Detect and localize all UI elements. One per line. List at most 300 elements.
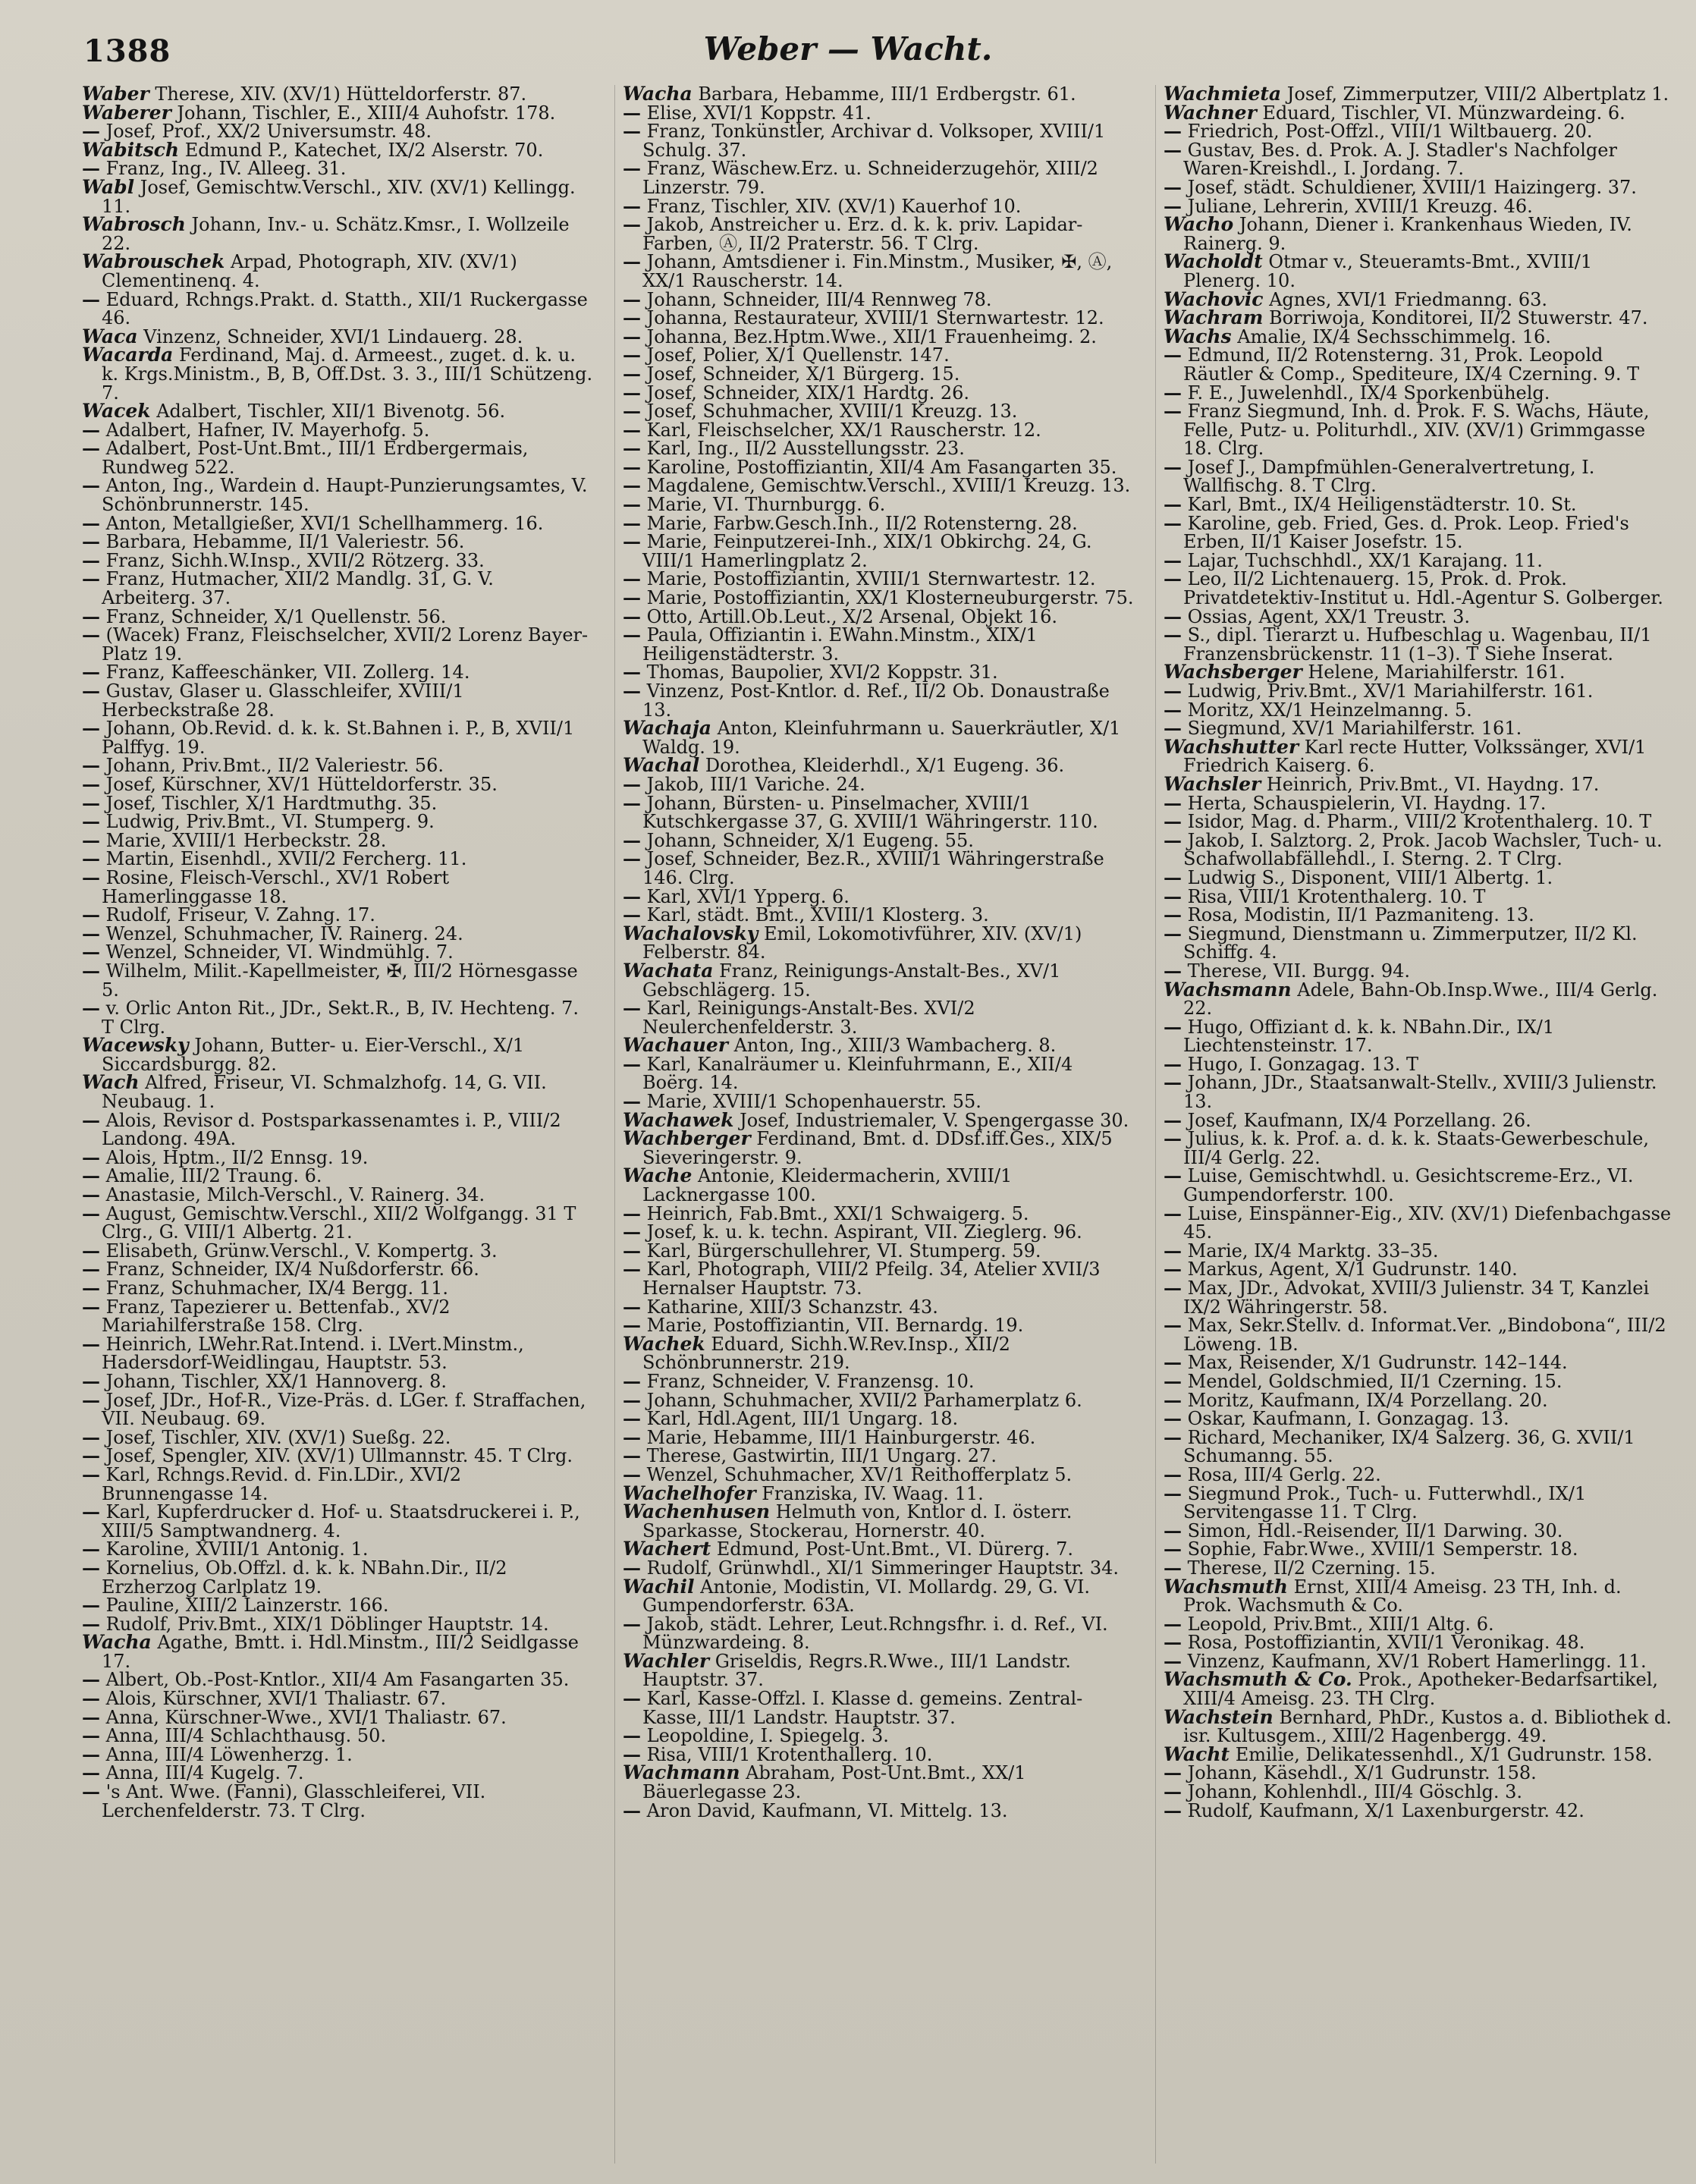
- repeat-dash: —: [1164, 698, 1182, 721]
- entry-surname: Wachram: [1164, 306, 1264, 329]
- entry-details: Heinrich, Fab.Bmt., XXI/1 Schwaigerg. 5.: [646, 1202, 1029, 1224]
- entry-details: Helene, Mariahilferstr. 161.: [1308, 661, 1566, 683]
- directory-column-1: [82, 85, 593, 2164]
- directory-entry: [623, 418, 1134, 441]
- directory-entry: [623, 439, 1134, 458]
- entry-details: Siegmund, XV/1 Mariahilferstr. 161.: [1187, 718, 1522, 740]
- directory-entry: [623, 1239, 1134, 1262]
- directory-entry: [82, 530, 593, 553]
- directory-entry: [1164, 567, 1675, 609]
- repeat-dash: —: [623, 493, 641, 516]
- directory-entry: [82, 1295, 593, 1337]
- page-header: [0, 29, 1696, 74]
- entry-details: Karl, Kupferdrucker d. Hof- u. Staatsdruckerei i. P., XIII/5 Samptwandnerg. 4.: [102, 1501, 580, 1541]
- directory-entry: [623, 1388, 1134, 1411]
- repeat-dash: —: [1164, 624, 1182, 646]
- directory-entry: [82, 1742, 593, 1765]
- entry-details: Jakob, städt. Lehrer, Leut.Rchngsfhr. i. d. Ref., VI. Münzwardeing. 8.: [642, 1613, 1108, 1654]
- entry-details: Gustav, Glaser u. Glasschleifer, XVIII/1 Herbeckstraße 28.: [102, 680, 464, 721]
- directory-entry: [623, 626, 1134, 663]
- entry-details: Marie, Postoffiziantin, XX/1 Klosterneuburgerstr. 75.: [646, 587, 1134, 609]
- directory-entry: [82, 812, 593, 831]
- repeat-dash: —: [82, 866, 100, 888]
- directory-entry: [82, 159, 593, 178]
- repeat-dash: —: [623, 1407, 641, 1430]
- entry-surname: Wabrosch: [82, 213, 186, 236]
- entry-details: Karl recte Hutter, Volkssänger, XVI/1 Friedrich Kaiserg. 6.: [1183, 736, 1647, 777]
- directory-entry: [623, 1649, 1134, 1691]
- entry-details: Anton, Metallgießer, XVI/1 Schellhammerg. 16.: [105, 512, 544, 534]
- entry-details: Rosa, Modistin, II/1 Pazmaniteng. 13.: [1187, 904, 1534, 926]
- entry-details: Elisabeth, Grünw.Verschl., V. Kompertg. 3.: [105, 1240, 498, 1262]
- directory-entry: [82, 1108, 593, 1150]
- entry-details: Franz, Hutmacher, XII/2 Mandlg. 31, G. V. Arbeiterg. 37.: [102, 568, 494, 609]
- directory-entry: [82, 1633, 593, 1670]
- entry-details: Josef, Spengler, XIV. (XV/1) Ullmannstr. 45. T Clrg.: [105, 1445, 573, 1467]
- entry-details: Karoline, XVIII/1 Antonig. 1.: [105, 1538, 369, 1560]
- entry-details: Jakob, III/1 Variche. 24.: [646, 773, 865, 795]
- repeat-dash: —: [623, 997, 641, 1020]
- entry-details: Wilhelm, Milit.-Kapellmeister, ✠, III/2 Hörnesgasse 5.: [102, 960, 578, 1001]
- entry-details: Karoline, geb. Fried, Ges. d. Prok. Leop. Fried's Erben, II/1 Kaiser Josefstr. 15.: [1183, 512, 1629, 553]
- entry-details: Oskar, Kaufmann, I. Gonzagag. 13.: [1187, 1408, 1509, 1430]
- repeat-dash: —: [1164, 194, 1182, 217]
- entry-details: Anastasie, Milch-Verschl., V. Rainerg. 34.: [105, 1184, 485, 1206]
- directory-entry: [623, 605, 1134, 627]
- directory-entry: [1164, 455, 1675, 497]
- repeat-dash: —: [82, 1369, 100, 1392]
- entry-details: Leopold, Priv.Bmt., XIII/1 Altg. 6.: [1187, 1613, 1494, 1635]
- directory-entry: [1164, 138, 1675, 180]
- repeat-dash: —: [1164, 1071, 1182, 1094]
- directory-entry: [1164, 1108, 1675, 1131]
- repeat-dash: —: [1164, 400, 1182, 423]
- directory-entry: [623, 325, 1134, 347]
- entry-details: Josef, städt. Schuldiener, XVIII/1 Haizingerg. 37.: [1187, 176, 1637, 198]
- directory-entry: [1164, 922, 1675, 963]
- directory-entry: [82, 346, 593, 402]
- entry-surname: Wachmann: [623, 1761, 740, 1784]
- entry-surname: Wache: [623, 1164, 693, 1187]
- directory-entry: [82, 1260, 593, 1279]
- entry-details: Franz, Sichh.W.Insp., XVII/2 Rötzerg. 33.: [105, 549, 485, 571]
- entry-details: Adalbert, Hafner, IV. Mayerhofg. 5.: [105, 419, 430, 441]
- repeat-dash: —: [1164, 810, 1182, 833]
- entry-details: Isidor, Mag. d. Pharm., VIII/2 Krotenthalerg. 10. T: [1187, 811, 1652, 833]
- repeat-dash: —: [623, 885, 641, 907]
- entry-details: Johann, Butter- u. Eier-Verschl., X/1 Siccardsburgg. 82.: [102, 1035, 525, 1075]
- repeat-dash: —: [82, 772, 100, 795]
- directory-entry: [623, 402, 1134, 421]
- entry-surname: Wacht: [1164, 1742, 1230, 1765]
- entry-details: Aron David, Kaufmann, VI. Mittelg. 13.: [646, 1799, 1008, 1821]
- directory-entry: [623, 346, 1134, 365]
- directory-entry: [1164, 175, 1675, 198]
- directory-entry: [623, 159, 1134, 196]
- repeat-dash: —: [623, 194, 641, 217]
- entry-details: Prok., Apotheker-Bedarfsartikel, XIII/4 Ameisg. 23. TH Clrg.: [1183, 1669, 1659, 1710]
- entry-details: Josef, Schneider, Bez.R., XVIII/1 Währingerstraße 146. Clrg.: [642, 848, 1104, 888]
- entry-details: Kornelius, Ob.Offzl. d. k. k. NBahn.Dir., II/2 Erzherzog Carlplatz 19.: [102, 1557, 507, 1598]
- repeat-dash: —: [1164, 922, 1182, 944]
- directory-entry: [623, 306, 1134, 329]
- repeat-dash: —: [623, 1463, 641, 1485]
- repeat-dash: —: [623, 1799, 641, 1821]
- repeat-dash: —: [82, 548, 100, 571]
- directory-entry: [1164, 791, 1675, 814]
- repeat-dash: —: [1164, 1369, 1182, 1392]
- entry-details: Antonie, Modistin, VI. Mollardg. 29, G. VI. Gumpendorferstr. 63A.: [642, 1576, 1091, 1617]
- directory-entry: [82, 1202, 593, 1243]
- entry-details: Jakob, Anstreicher u. Erz. d. k. k. priv. Lapidar-Farben, Ⓐ, II/2 Praterstr. 56. T Clrg.: [642, 214, 1083, 254]
- repeat-dash: —: [1164, 1463, 1182, 1485]
- directory-entry: [1164, 1633, 1675, 1652]
- repeat-dash: —: [623, 567, 641, 590]
- directory-entry: [623, 455, 1134, 478]
- directory-entry: [623, 959, 1134, 1001]
- entry-surname: Wacha: [623, 85, 693, 105]
- entry-details: Johann, Schneider, X/1 Eugeng. 55.: [646, 829, 974, 851]
- directory-entry: [82, 1556, 593, 1598]
- entry-details: Josef, Gemischtw.Verschl., XIV. (XV/1) Kellingg. 11.: [102, 176, 576, 217]
- entry-details: Magdalene, Gemischtw.Verschl., XVIII/1 Kreuzg. 13.: [646, 475, 1131, 497]
- entry-details: Franz, Kaffeeschänker, VII. Zollerg. 14.: [105, 661, 470, 683]
- repeat-dash: —: [623, 288, 641, 310]
- entry-details: Vinzenz, Kaufmann, XV/1 Robert Hamerlingg. 11.: [1187, 1650, 1647, 1672]
- directory-entry: [82, 1239, 593, 1262]
- entry-details: Ludwig S., Disponent, VIII/1 Albertg. 1.: [1187, 866, 1553, 888]
- entry-details: Vinzenz, Schneider, XVI/1 Lindauerg. 28.: [143, 325, 523, 347]
- repeat-dash: —: [82, 1556, 100, 1579]
- entry-details: Moritz, XX/1 Heinzelmanng. 5.: [1187, 699, 1472, 721]
- directory-entry: [623, 101, 1134, 124]
- repeat-dash: —: [82, 1388, 100, 1411]
- entry-surname: Wachsmann: [1164, 978, 1292, 1001]
- repeat-dash: —: [82, 437, 100, 460]
- repeat-dash: —: [1164, 511, 1182, 534]
- entry-details: Johann, Inv.- u. Schätz.Kmsr., I. Wollzeile 22.: [102, 214, 570, 254]
- directory-entry: [1164, 215, 1675, 253]
- entry-details: Julius, k. k. Prof. a. d. k. k. Staats-Gewerbeschule, III/4 Gerlg. 22.: [1183, 1128, 1649, 1168]
- entry-details: Emil, Lokomotivführer, XIV. (XV/1) Felberstr. 84.: [642, 922, 1082, 963]
- repeat-dash: —: [623, 250, 641, 273]
- repeat-dash: —: [1164, 344, 1182, 366]
- directory-entry: [1164, 812, 1675, 831]
- repeat-dash: —: [623, 586, 641, 609]
- directory-entry: [623, 1612, 1134, 1654]
- directory-entry: [623, 194, 1134, 217]
- entry-details: Edmund, II/2 Rotensterng. 31, Prok. Leopold Räutler & Comp., Spediteure, IX/4 Czerning. 9. T: [1183, 344, 1640, 385]
- directory-entry: [623, 1724, 1134, 1747]
- repeat-dash: —: [1164, 717, 1182, 740]
- directory-entry: [1164, 194, 1675, 217]
- entry-details: Karl, Fleischselcher, XX/1 Rauscherstr. 12.: [646, 419, 1041, 441]
- directory-column-3: [1155, 85, 1675, 2164]
- repeat-dash: —: [82, 717, 100, 740]
- entry-details: Karl, Bmt., IX/4 Heiligenstädterstr. 10. St.: [1187, 494, 1577, 516]
- entry-surname: Wachsmuth & Co.: [1164, 1668, 1352, 1691]
- entry-details: Josef, Schneider, X/1 Bürgerg. 15.: [646, 363, 960, 385]
- directory-entry: [623, 85, 1134, 104]
- entry-details: Josef, Schneider, XIX/1 Hardtg. 26.: [646, 382, 969, 404]
- entry-details: Leo, II/2 Lichtenauerg. 15, Prok. d. Prok. Privatdetektiv-Institut u. Hdl.-Agentur S. Golberger.: [1183, 568, 1663, 609]
- directory-entry: [82, 1705, 593, 1728]
- repeat-dash: —: [82, 1594, 100, 1617]
- repeat-dash: —: [1164, 548, 1182, 571]
- entry-details: Marie, Farbw.Gesch.Inh., II/2 Rotensterng. 28.: [646, 512, 1078, 534]
- repeat-dash: —: [623, 1388, 641, 1411]
- repeat-dash: —: [82, 605, 100, 627]
- directory-entry: [623, 530, 1134, 571]
- entry-details: Agathe, Bmtt. i. Hdl.Minstm., III/2 Seidlgasse 17.: [102, 1632, 579, 1672]
- repeat-dash: —: [623, 400, 641, 423]
- repeat-dash: —: [82, 1183, 100, 1206]
- entry-details: Siegmund, Dienstmann u. Zimmerputzer, II/2 Kl. Schiffg. 4.: [1183, 922, 1638, 963]
- entry-details: Karl, Bürgerschullehrer, VI. Stumperg. 59.: [646, 1240, 1041, 1262]
- directory-entry: [82, 719, 593, 756]
- directory-entry: [82, 1612, 593, 1635]
- entry-details: Therese, Gastwirtin, III/1 Ungarg. 27.: [646, 1445, 997, 1467]
- directory-entry: [623, 1052, 1134, 1094]
- directory-entry: [1164, 1519, 1675, 1541]
- entry-details: Marie, Feinputzerei-Inh., XIX/1 Obkirchg. 24, G. VIII/1 Hamerlingplatz 2.: [642, 531, 1092, 571]
- repeat-dash: —: [82, 1164, 100, 1187]
- directory-entry: [82, 1164, 593, 1187]
- directory-entry: [82, 1761, 593, 1784]
- entry-details: Rosa, Postoffiziantin, XVII/1 Veronikag. 48.: [1187, 1632, 1585, 1654]
- directory-entry: [623, 288, 1134, 310]
- entry-details: Johann, Bürsten- u. Pinselmacher, XVIII/1 Kutschkergasse 37, G. XVIII/1 Währingerstr. 110.: [642, 792, 1098, 833]
- repeat-dash: —: [1164, 381, 1182, 404]
- directory-entry: [1164, 402, 1675, 458]
- directory-entry: [623, 1689, 1134, 1727]
- directory-entry: [82, 1503, 593, 1540]
- entry-details: Anna, III/4 Kugelg. 7.: [105, 1762, 304, 1784]
- directory-entry: [82, 922, 593, 944]
- entry-details: Wenzel, Schuhmacher, IV. Rainerg. 24.: [105, 922, 463, 944]
- repeat-dash: —: [623, 1221, 641, 1243]
- repeat-dash: —: [623, 511, 641, 534]
- entry-details: Franziska, IV. Waag. 11.: [762, 1482, 984, 1504]
- repeat-dash: —: [623, 418, 641, 441]
- entry-details: Antonie, Kleidermacherin, XVIII/1 Lacknergasse 100.: [642, 1165, 1013, 1206]
- repeat-dash: —: [82, 120, 100, 143]
- directory-entry: [623, 495, 1134, 514]
- repeat-dash: —: [1164, 1538, 1182, 1560]
- entry-surname: Wabrouschek: [82, 250, 225, 273]
- directory-entry: [82, 682, 593, 719]
- entry-details: Johann, Schneider, III/4 Rennweg 78.: [646, 288, 992, 310]
- entry-details: Max, Sekr.Stellv. d. Informat.Ver. „Bindobona“, III/2 Löweng. 1B.: [1183, 1315, 1666, 1355]
- entry-details: Jakob, I. Salztorg. 2, Prok. Jacob Wachsler, Tuch- u. Schafwollabfällehdl., I. Sterng. 2. T Clrg.: [1183, 829, 1663, 870]
- directory-entry: [623, 122, 1134, 159]
- entry-details: Karl, Photograph, VIII/2 Pfeilg. 34, Atelier XVII/3 Hernalser Hauptstr. 73.: [642, 1259, 1101, 1299]
- entry-details: Amalie, IX/4 Sechsschimmelg. 16.: [1237, 325, 1551, 347]
- repeat-dash: —: [1164, 1258, 1182, 1281]
- repeat-dash: —: [82, 903, 100, 926]
- directory-entry: [82, 250, 593, 291]
- directory-entry: [1164, 1670, 1675, 1708]
- repeat-dash: —: [1164, 138, 1182, 161]
- directory-entry: [82, 138, 593, 161]
- entry-details: Johann, Kohlenhdl., III/4 Göschlg. 3.: [1187, 1781, 1523, 1803]
- directory-entry: [82, 439, 593, 476]
- repeat-dash: —: [623, 455, 641, 478]
- directory-entry: [82, 1332, 593, 1374]
- directory-entry: [1164, 346, 1675, 383]
- directory-entry: [623, 250, 1134, 291]
- directory-entry: [82, 828, 593, 851]
- entry-details: Josef, Tischler, X/1 Hardtmuthg. 35.: [105, 792, 438, 814]
- directory-entry: [82, 1388, 593, 1430]
- repeat-dash: —: [1164, 1164, 1182, 1187]
- directory-entry: [1164, 1052, 1675, 1075]
- repeat-dash: —: [623, 1444, 641, 1467]
- entry-surname: Wachelhofer: [623, 1482, 756, 1504]
- entry-details: Marie, IX/4 Marktg. 33–35.: [1187, 1240, 1439, 1262]
- repeat-dash: —: [82, 1239, 100, 1262]
- directory-entry: [623, 1295, 1134, 1318]
- repeat-dash: —: [1164, 605, 1182, 627]
- repeat-dash: —: [82, 1761, 100, 1784]
- entry-surname: Wachstein: [1164, 1705, 1274, 1728]
- directory-entry: [82, 1540, 593, 1559]
- directory-entry: [82, 959, 593, 1001]
- entry-details: Ferdinand, Maj. d. Armeest., zuget. d. k. u. k. Krgs.Ministm., B, B, Off.Dst. 3. 3., III/1 Schützeng. 7.: [102, 344, 593, 404]
- entry-surname: Wachaja: [623, 717, 711, 740]
- entry-details: Max, Reisender, X/1 Gudrunstr. 142–144.: [1187, 1352, 1568, 1374]
- repeat-dash: —: [1164, 455, 1182, 478]
- entry-details: Anna, III/4 Löwenherzg. 1.: [105, 1743, 353, 1765]
- entry-details: Johann, Tischler, E., XIII/4 Auhofstr. 178.: [177, 102, 556, 124]
- entry-details: Therese, II/2 Czerning. 15.: [1187, 1557, 1436, 1579]
- repeat-dash: —: [1164, 1761, 1182, 1784]
- directory-entry: [623, 1425, 1134, 1448]
- repeat-dash: —: [1164, 1388, 1182, 1411]
- entry-surname: Wachsmuth: [1164, 1575, 1288, 1598]
- repeat-dash: —: [82, 1425, 100, 1448]
- repeat-dash: —: [82, 1742, 100, 1765]
- repeat-dash: —: [623, 381, 641, 404]
- repeat-dash: —: [1164, 885, 1182, 907]
- directory-entry: [623, 567, 1134, 590]
- directory-entry: [82, 1444, 593, 1467]
- repeat-dash: —: [82, 1295, 100, 1318]
- entry-surname: Wachal: [623, 754, 700, 777]
- entry-details: Wenzel, Schuhmacher, XV/1 Reithofferplatz 5.: [646, 1463, 1073, 1485]
- entry-details: Josef J., Dampfmühlen-Generalvertretung, I. Wallfischg. 8. T Clrg.: [1183, 456, 1595, 497]
- repeat-dash: —: [1164, 959, 1182, 982]
- repeat-dash: —: [82, 941, 100, 963]
- directory-entry: [82, 1724, 593, 1747]
- repeat-dash: —: [623, 1687, 641, 1710]
- entry-details: Karl, städt. Bmt., XVIII/1 Klosterg. 3.: [646, 904, 989, 926]
- repeat-dash: —: [623, 1724, 641, 1747]
- entry-surname: Wacarda: [82, 344, 174, 366]
- entry-details: Leopoldine, I. Spiegelg. 3.: [646, 1725, 889, 1747]
- directory-entry: [623, 381, 1134, 404]
- entry-details: Franz, Schneider, IX/4 Nußdorferstr. 66.: [105, 1259, 479, 1281]
- directory-entry: [82, 791, 593, 814]
- repeat-dash: —: [1164, 680, 1182, 702]
- directory-entry: [623, 1202, 1134, 1224]
- entry-details: Edmund P., Katechet, IX/2 Alserstr. 70.: [184, 139, 544, 161]
- directory-entry: [1164, 1575, 1675, 1617]
- directory-entry: [1164, 885, 1675, 907]
- entry-details: Rudolf, Grünwhdl., XI/1 Simmeringer Hauptstr. 34.: [646, 1557, 1120, 1579]
- entry-details: Johann, JDr., Staatsanwalt-Stellv., XVIII/3 Julienstr. 13.: [1183, 1072, 1657, 1113]
- directory-entry: [1164, 1409, 1675, 1428]
- directory-entry: [1164, 682, 1675, 701]
- directory-columns: [82, 85, 1675, 2164]
- directory-entry: [623, 1036, 1134, 1055]
- repeat-dash: —: [1164, 1407, 1182, 1430]
- entry-details: Lajar, Tuchschhdl., XX/1 Karajang. 11.: [1187, 549, 1543, 571]
- entry-details: Dorothea, Kleiderhdl., X/1 Eugeng. 36.: [705, 755, 1065, 777]
- repeat-dash: —: [1164, 1202, 1182, 1224]
- directory-entry: [1164, 626, 1675, 663]
- entry-details: v. Orlic Anton Rit., JDr., Sekt.R., B, IV. Hechteng. 7. T Clrg.: [102, 998, 579, 1038]
- entry-details: Mendel, Goldschmied, II/1 Czerning. 15.: [1187, 1370, 1563, 1392]
- repeat-dash: —: [1164, 1780, 1182, 1803]
- repeat-dash: —: [82, 530, 100, 553]
- entry-surname: Wachert: [623, 1538, 711, 1560]
- entry-details: Josef, Polier, X/1 Quellenstr. 147.: [646, 344, 950, 366]
- entry-details: Marie, Postoffiziantin, VII. Bernardg. 19.: [646, 1315, 1024, 1337]
- directory-entry: [82, 943, 593, 962]
- directory-entry: [82, 903, 593, 926]
- entry-surname: Wachil: [623, 1575, 695, 1598]
- repeat-dash: —: [82, 1463, 100, 1485]
- directory-entry: [1164, 698, 1675, 721]
- directory-entry: [623, 791, 1134, 833]
- entry-details: Rosine, Fleisch-Verschl., XV/1 Robert Hamerlinggasse 18.: [102, 866, 450, 907]
- entry-details: Hugo, I. Gonzagag. 13. T: [1187, 1053, 1418, 1075]
- entry-details: Herta, Schauspielerin, VI. Haydng. 17.: [1187, 792, 1547, 814]
- entry-details: Marie, XVIII/1 Herbeckstr. 28.: [105, 829, 387, 851]
- entry-surname: Waberer: [82, 101, 171, 124]
- repeat-dash: —: [623, 605, 641, 627]
- repeat-dash: —: [623, 1425, 641, 1448]
- entry-details: Josef, Zimmerputzer, VIII/2 Albertplatz 1.: [1286, 85, 1669, 105]
- repeat-dash: —: [623, 344, 641, 366]
- directory-entry: [1164, 122, 1675, 141]
- entry-details: Ossias, Agent, XX/1 Treustr. 3.: [1187, 605, 1471, 627]
- repeat-dash: —: [623, 624, 641, 646]
- entry-details: Alois, Revisor d. Postsparkassenamtes i. P., VIII/2 Landong. 49A.: [102, 1109, 561, 1150]
- directory-entry: [623, 586, 1134, 609]
- directory-entry: [1164, 548, 1675, 571]
- repeat-dash: —: [623, 1258, 641, 1281]
- repeat-dash: —: [82, 847, 100, 870]
- repeat-dash: —: [82, 791, 100, 814]
- directory-entry: [1164, 381, 1675, 404]
- directory-entry: [623, 922, 1134, 963]
- directory-entry: [82, 175, 593, 217]
- entry-details: Franz, Schneider, V. Franzensg. 10.: [646, 1370, 975, 1392]
- entry-details: Edmund, Post-Unt.Bmt., VI. Dürerg. 7.: [716, 1538, 1073, 1560]
- directory-entry: [82, 866, 593, 907]
- entry-details: Franz, Schuhmacher, IX/4 Bergg. 11.: [105, 1277, 448, 1299]
- directory-entry: [1164, 1239, 1675, 1262]
- directory-entry: [623, 476, 1134, 495]
- entry-surname: Wacek: [82, 400, 151, 423]
- entry-details: Heinrich, Priv.Bmt., VI. Haydng. 17.: [1266, 773, 1600, 795]
- entry-details: Anton, Ing., Wardein d. Haupt-Punzierungsamtes, V. Schönbrunnerstr. 145.: [102, 475, 588, 516]
- entry-details: Franz, Tonkünstler, Archivar d. Volksoper, XVIII/1 Schulg. 37.: [642, 121, 1106, 161]
- directory-entry: [1164, 511, 1675, 553]
- entry-details: Johanna, Bez.Hptm.Wwe., XII/1 Frauenheimg. 2.: [646, 325, 1097, 347]
